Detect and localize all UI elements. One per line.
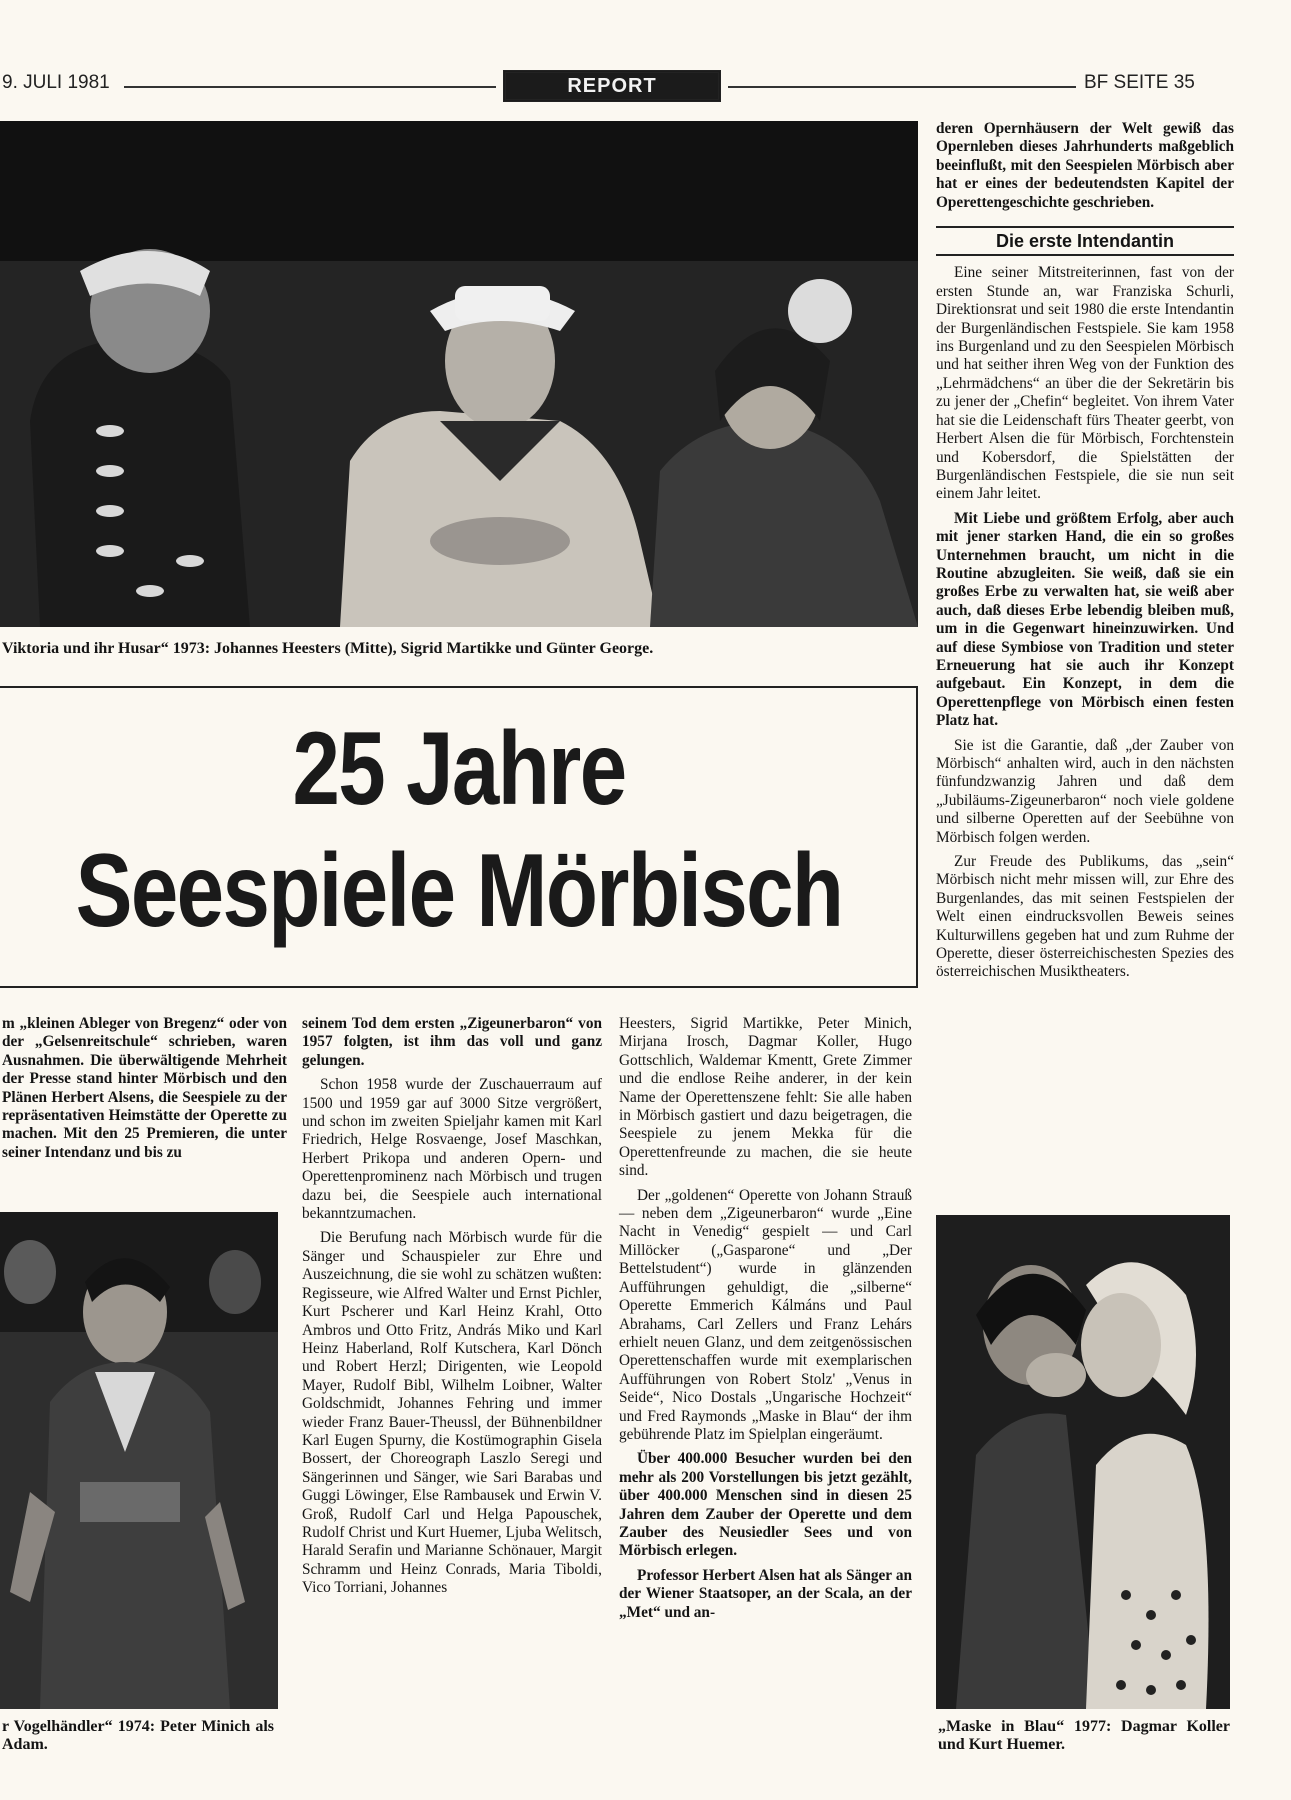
column-4-paragraph-1: Eine seiner Mitstreiterinnen, fast von der ersten Stunde an, war Franziska Schurli, Direktionsrat und seit 1980 die erste Intendantin der Burgenländischen Festspiele. Sie kam 1958 ins Burgenland und zu den Seespielen Mörbisch und hat seither ihren Weg von der Funktion des „Lehrmädchens“ an über die der Sekretärin bis zu jener der „Chefin“ begleitet. Von ihrem Vater hat sie die Leidenschaft fürs Theater geerbt, von Herbert Alsen die für Mörbisch, Forchtenstein und Kobersdorf, die Spielstätten der Burgenländischen Festspiele, die sie nun seit einem Jahr leitet. (936, 264, 1234, 503)
subhead: Die erste Intendantin (995, 231, 1175, 252)
headline-box (0, 686, 918, 988)
column-4-paragraph-2: Mit Liebe und größtem Erfolg, aber auch mit jener starken Hand, die ein so großes Unternehmen braucht, um nicht in die Routine abzugleiten. Sie weiß, daß sie ein großes Erbe zu verwalten hat, sie weiß aber auch, daß dieses Erbe lebendig bleiben muß, um in die Gegenwart hineinzuwirken. Und auf diese Symbiose von Tradition und steter Erneuerung hat sie auch ihr Konzept aufgebaut. Ein Konzept, in dem die Operettenpflege von Mörbisch einen festen Platz hat. (936, 509, 1234, 730)
column-1-paragraph: m „kleinen Ableger von Bregenz“ oder von der „Gelsenreitschule“ schrieben, waren Ausnahmen. Die überwältigende Mehrheit der Presse stand hinter Mörbisch und den Plänen Herbert Alsens, die Seespiele zu der repräsentativen Heimstätte der Operette zu machen. Mit den 25 Premieren, die unter seiner Intendanz und bis zu (2, 1015, 287, 1161)
page-number: BF SEITE 35 (1084, 72, 1195, 93)
photo-graphic (0, 121, 918, 627)
photo-maske-in-blau (936, 1215, 1230, 1709)
column-3-paragraph-3: Über 400.000 Besucher wurden bei den mehr als 200 Vorstellungen bis jetzt gezählt, über 400.000 Menschen sind in diesen 25 Jahren dem Zauber der Operette und dem Zauber des Neusiedler Sees und von Mörbisch erlegen. (619, 1450, 912, 1560)
issue-date: 9. JULI 1981 (2, 72, 110, 93)
column-3-paragraph-4: Professor Herbert Alsen hat als Sänger an der Wiener Staatsoper, an der Scala, an der „Met“ und an- (619, 1566, 912, 1621)
column-3-paragraph-2: Der „goldenen“ Operette von Johann Strauß — neben dem „Zigeunerbaron“ wurde „Eine Nacht in Venedig“ gespielt — und Carl Millöcker („Gasparone“ und „Der Bettelstudent“) wurde in glänzenden Aufführungen gehuldigt, die „silberne“ Operette Emmerich Kálmáns und Paul Abrahams, Carl Zellers und Franz Lehárs erhielt neuen Glanz, und dem zeitgenössischen Operettenschaffen wurde mit exemplarischen Aufführungen von Robert Stolz' „Venus in Seide“, Nico Dostals „Ungarische Hochzeit“ und Fred Raymonds „Maske in Blau“ der ihm gebührende Platz im Spielplan eingeräumt. (619, 1186, 912, 1443)
subhead-rule-bottom (936, 254, 1234, 256)
header-rule-left (124, 86, 496, 88)
column-4-paragraph-0: deren Opernhäusern der Welt gewiß das Opernleben dieses Jahrhunderts maßgeblich beeinflußt, mit den Seespielen Mörbisch aber hat er eines der bedeutendsten Kapitel der Operettengeschichte geschrieben. (936, 120, 1234, 211)
column-4-paragraph-3: Sie ist die Garantie, daß „der Zauber von Mörbisch“ anhalten wird, auch in den nächsten fünfundzwanzig Jahren und daß dem „Jubiläums-Zigeunerbaron“ noch viele goldene und silberne Operetten auf der Seebühne von Mörbisch folgen werden. (936, 736, 1234, 846)
headline-line-1: 25 Jahre (292, 711, 626, 827)
column-2-paragraph-2: Schon 1958 wurde der Zuschauerraum auf 1500 und 1959 gar auf 3000 Sitze vergrößert, und schon im zweiten Spieljahr kamen mit Karl Friedrich, Helge Rosvaenge, Josef Maschkan, Herbert Prikopa und anderen Opern- und Operettenprominenz nach Mörbisch und trugen dazu bei, die Seespiele auch international bekanntzumachen. (302, 1076, 602, 1223)
column-2-paragraph-1: seinem Tod dem ersten „Zigeunerbaron“ von 1957 folgten, ist ihm das voll und ganz gelungen. (302, 1015, 602, 1069)
section-label: REPORT (503, 70, 721, 102)
column-2-text (302, 1015, 602, 1604)
photo-viktoria-und-ihr-husar (0, 121, 918, 627)
column-4-text (936, 120, 1234, 988)
photo-vogelhaendler (0, 1212, 278, 1709)
photo-graphic (936, 1215, 1230, 1709)
column-4-photo-caption: „Maske in Blau“ 1977: Dagmar Koller und Kurt Huemer. (938, 1718, 1230, 1753)
column-3-paragraph-1: Heesters, Sigrid Martikke, Peter Minich, Mirjana Irosch, Dagmar Koller, Hugo Gottschlich, Waldemar Kmentt, Grete Zimmer und die endlose Reihe anderer, in der kein Name der Operettenszene fehlt: Sie alle haben in Mörbisch gastiert und dazu beigetragen, die Seespiele zu jenem Mekka für die Operettenfreunde zu machen, die sie heute sind. (619, 1015, 912, 1180)
top-photo-caption: Viktoria und ihr Husar“ 1973: Johannes Heesters (Mitte), Sigrid Martikke und Günter George. (2, 640, 654, 657)
column-2-paragraph-3: Die Berufung nach Mörbisch wurde für die Sänger und Schauspieler zur Ehre und Auszeichnung, die sie wohl zu schätzen wußten: Regisseure, wie Alfred Walter und Ernst Pichler, Kurt Pscherer und Karl Heinz Krahl, Otto Ambros und Otto Fritz, András Miko und Karl Heinz Haberland, Rolf Kutschera, Karl Dönch und Robert Herzl; Dirigenten, wie Leopold Mayer, Rudolf Bibl, Wilhelm Loibner, Walter Goldschmidt, Johannes Fehring und immer wieder Franz Bauer-Theussl, der Bühnenbildner Karl Eugen Spurny, die Kostümographin Gisela Bossert, der Choreograph Laszlo Seregi und Sängerinnen und Sänger, wie Sari Barabas und Guggi Löwinger, Else Rambausek und Erwin V. Groß, Rudolf Carl und Helga Papouschek, Rudolf Christ und Kurt Huemer, Ljuba Welitsch, Harald Serafin und Marianne Schönauer, Margit Schramm und Heinz Conrads, Maria Tiboldi, Vico Torriani, Johannes (302, 1229, 602, 1597)
subhead-rule-top (936, 226, 1234, 228)
header-rule-right (728, 86, 1076, 88)
column-1-text (0, 1015, 287, 1168)
column-4-paragraph-4: Zur Freude des Publikums, das „sein“ Mörbisch nicht mehr missen will, zur Ehre des Burgenlandes, das mit seinen Festspielen der Welt einen eindrucksvollen Beweis seines Kulturwillens gegeben hat und zum Ruhme der Operette, dieser österreichischesten Spezies des österreichischen Musiktheaters. (936, 853, 1234, 981)
column-1-photo-caption: r Vogelhändler“ 1974: Peter Minich als Adam. (2, 1718, 274, 1753)
column-3-text (619, 1015, 912, 1628)
photo-graphic (0, 1212, 278, 1709)
headline-line-2: Seespiele Mörbisch (75, 833, 843, 949)
